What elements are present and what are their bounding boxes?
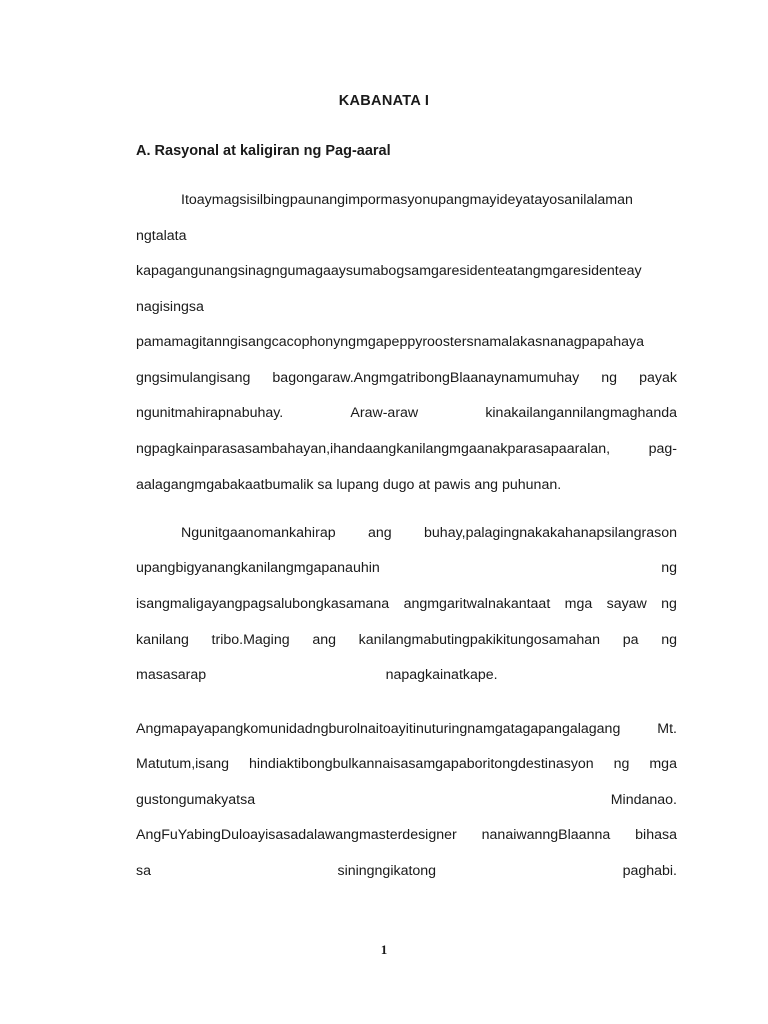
word: masasarap: [136, 667, 207, 683]
chapter-title: KABANATA I: [338, 93, 430, 109]
word: Matutum,isang: [136, 756, 230, 772]
paragraph1-line1: Itoaymagsisilbingpaunangimpormasyonupangmayideyatayosanilalaman: [181, 192, 633, 208]
word: angmgaritwalnakantaat: [403, 596, 551, 612]
word: paghabi.: [622, 863, 677, 879]
paragraph3-line1: [136, 719, 677, 739]
word: tribo.Maging: [211, 632, 290, 648]
word: buhay,palagingnakakahanapsilangrason: [424, 525, 677, 541]
word: bagongaraw.AngmgatribongBlaanaynamumuhay: [272, 370, 580, 386]
word: Mt.: [657, 721, 677, 737]
word: pag-: [648, 441, 677, 457]
paragraph1-line9: aalagangmgabakaatbumalik sa lupang dugo at pawis ang puhunan.: [136, 477, 562, 493]
paragraph3-line4: [136, 825, 677, 845]
word: hindiaktibongbulkannaisasamgapaboritongdestinasyon: [249, 756, 594, 772]
paragraph1-line2: ngtalata: [136, 228, 187, 244]
paragraph1-line7: [136, 403, 677, 423]
word: Mindanao.: [610, 792, 677, 808]
word: kanilang: [136, 632, 189, 648]
word: bihasa: [635, 827, 677, 843]
paragraph1-line3: kapagangunangsinagngumagaaysumabogsamgaresidenteatangmgaresidenteay: [136, 263, 642, 279]
word: sa: [136, 863, 151, 879]
paragraph2-line3: [136, 594, 677, 614]
paragraph3-line5: [136, 861, 677, 881]
word: siningngikatong: [337, 863, 437, 879]
word: ang: [312, 632, 336, 648]
paragraph3-line3: [136, 790, 677, 810]
paragraph3-line2: [136, 754, 677, 774]
word: ng: [661, 632, 677, 648]
paragraph2-line4: [136, 630, 677, 650]
paragraph2-line5: [136, 665, 677, 685]
word: payak: [639, 370, 677, 386]
word: pa: [622, 632, 639, 648]
word: kinakailangannilangmaghanda: [485, 405, 677, 421]
word: AngFuYabingDuloayisasadalawangmasterdesigner: [136, 827, 457, 843]
word: ng: [661, 596, 677, 612]
word: ng: [601, 370, 618, 386]
paragraph1-line6: [136, 368, 677, 388]
word: Angmapayapangkomunidadngburolnaitoayitinuturingnamgatagapangalagang: [136, 721, 621, 737]
word: Ngunitgaanomankahirap: [181, 525, 336, 541]
paragraph2-line2: [136, 558, 677, 578]
paragraph1-line5: pamamagitanngisangcacophonyngmgapeppyroostersnamalakasnanagpapahaya: [136, 334, 644, 350]
word: isangmaligayangpagsalubongkasamana: [136, 596, 390, 612]
word: gustongumakyatsa: [136, 792, 256, 808]
word: nanaiwanngBlaanna: [481, 827, 611, 843]
paragraph2-line1: [181, 523, 677, 543]
section-heading: A. Rasyonal at kaligiran ng Pag-aaral: [136, 143, 391, 159]
word: napagkainatkape.: [385, 667, 498, 683]
word: mga: [564, 596, 593, 612]
word: ngpagkainparasasambahayan,ihandaangkanilangmgaanakparasapaaralan,: [136, 441, 611, 457]
word: ngunitmahirapnabuhay.: [136, 405, 284, 421]
word: ng: [613, 756, 630, 772]
paragraph1-line4: nagisingsa: [136, 299, 204, 315]
word: Araw-araw: [350, 405, 419, 421]
word: kanilangmabutingpakikitungosamahan: [358, 632, 601, 648]
word: ng: [661, 560, 677, 576]
word: sayaw: [606, 596, 647, 612]
word: upangbigyanangkanilangmgapanauhin: [136, 560, 380, 576]
word: ang: [367, 525, 392, 541]
paragraph1-line8: [136, 439, 677, 459]
word: gngsimulangisang: [136, 370, 251, 386]
word: mga: [649, 756, 677, 772]
page-number: 1: [380, 942, 388, 957]
